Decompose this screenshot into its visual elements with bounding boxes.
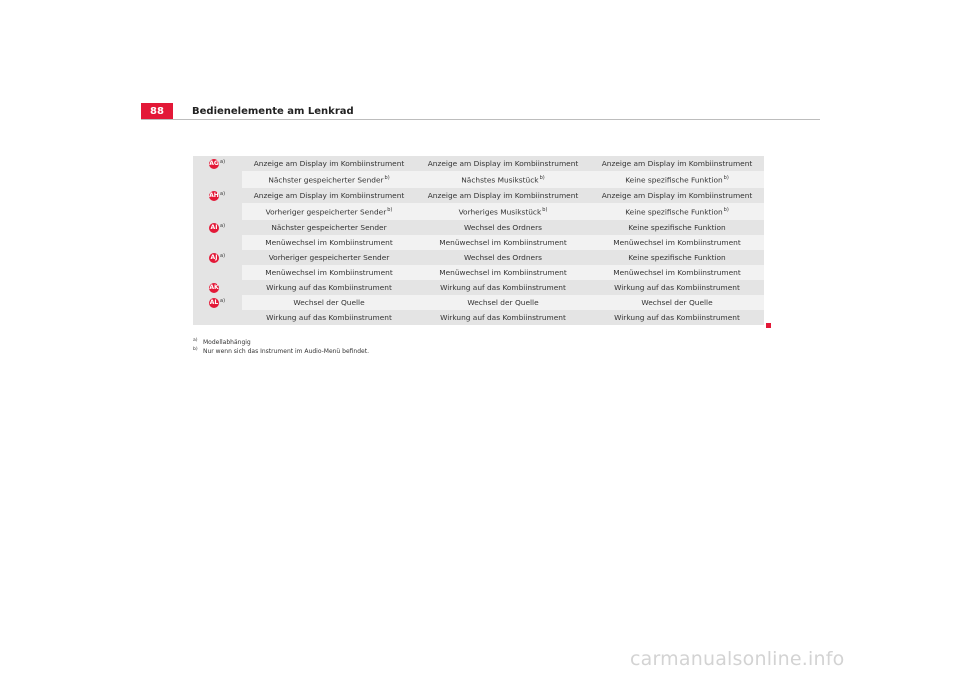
table-row [193,295,764,310]
footnotes [193,338,369,356]
table-cell [416,203,590,220]
table-cell [242,156,416,171]
table-cell [590,171,764,188]
footnote [193,338,369,347]
footnote-ref: a) [220,298,226,304]
footnote-ref: b) [384,174,390,181]
page-title: Bedienelemente am Lenkrad [192,106,354,117]
table-row [193,280,764,295]
cell-text: Wirkung auf das Kombiinstrument [614,283,740,292]
footnote-ref: a) [220,223,226,229]
table-cell [416,220,590,235]
footnote-text: Modellabhängig [203,339,251,346]
table-cell [590,265,764,280]
control-key-cell [193,156,242,188]
cell-text: Keine spezifische Funktion [628,223,726,232]
table-cell [416,310,590,325]
table-cell [416,250,590,265]
cell-text: Wirkung auf das Kombiinstrument [614,313,740,322]
table-cell [242,188,416,203]
cell-text: Menüwechsel im Kombiinstrument [265,268,393,277]
control-key-cell [193,220,242,250]
footnote-ref: b) [542,206,548,213]
table-cell [242,220,416,235]
watermark: carmanualsonline.info [630,648,845,670]
cell-text: Wechsel der Quelle [467,298,539,307]
table-row [193,310,764,325]
table-cell [416,235,590,250]
footnote-mark: a) [193,338,198,343]
table-row [193,188,764,203]
cell-text: Nächster gespeicherter Sender [271,223,387,232]
control-label-badge: AI [210,224,218,232]
cell-text: Anzeige am Display im Kombiinstrument [427,159,579,168]
table-row [193,235,764,250]
cell-text: Wirkung auf das Kombiinstrument [266,313,392,322]
cell-text: Wechsel des Ordners [464,223,542,232]
control-key-cell [193,188,242,220]
table-cell [416,265,590,280]
table-cell [590,250,764,265]
cell-text: Anzeige am Display im Kombiinstrument [427,191,579,200]
footnote-mark: b) [193,347,198,352]
table-cell [590,280,764,295]
cell-text: Menüwechsel im Kombiinstrument [439,268,567,277]
control-key-cell [193,280,242,295]
table-cell [590,203,764,220]
table-cell [590,156,764,171]
table-row [193,171,764,188]
table-cell [590,188,764,203]
cell-text: Wechsel der Quelle [641,298,713,307]
table-cell [416,156,590,171]
cell-text: Vorheriger gespeicherter Sender [265,207,387,217]
cell-text: Menüwechsel im Kombiinstrument [613,268,741,277]
cell-text: Anzeige am Display im Kombiinstrument [601,159,753,168]
footnote-ref: b) [723,206,729,213]
table-cell [590,295,764,310]
control-label-badge: AL [209,299,219,307]
footnote-ref: b) [723,174,729,181]
control-label-badge: AG [209,160,219,168]
cell-text: Wirkung auf das Kombiinstrument [266,283,392,292]
cell-text: Nächster gespeicherter Sender [268,175,384,185]
table-cell [242,203,416,220]
control-label-badge: AH [209,192,219,200]
cell-text: Menüwechsel im Kombiinstrument [265,238,393,247]
table-cell [242,280,416,295]
cell-text: Wirkung auf das Kombiinstrument [440,313,566,322]
cell-text: Wechsel der Quelle [293,298,365,307]
cell-text: Anzeige am Display im Kombiinstrument [253,191,405,200]
cell-text: Vorheriges Musikstück [458,207,542,217]
cell-text: Menüwechsel im Kombiinstrument [613,238,741,247]
footnote-ref: a) [220,159,226,165]
section-end-marker [766,323,771,328]
header-rule [141,119,820,120]
control-key-cell [193,295,242,325]
table-cell [416,171,590,188]
footnote-ref: b) [539,174,545,181]
footnote-ref: b) [387,206,393,213]
control-label-badge: AJ [210,254,218,262]
table-cell [242,265,416,280]
footnote-text: Nur wenn sich das Instrument im Audio-Menü befindet. [203,348,369,355]
cell-text: Anzeige am Display im Kombiinstrument [601,191,753,200]
table-cell [242,250,416,265]
steering-controls-table [193,156,764,325]
table-cell [242,295,416,310]
table-cell [416,280,590,295]
cell-text: Nächstes Musikstück [461,175,539,185]
footnote-ref: a) [220,253,226,259]
table-cell [590,235,764,250]
cell-text: Keine spezifische Funktion [628,253,726,262]
control-key-cell [193,250,242,280]
footnote-ref: a) [220,191,226,197]
table-row [193,220,764,235]
table-cell [416,295,590,310]
table-cell [242,171,416,188]
cell-text: Wirkung auf das Kombiinstrument [440,283,566,292]
table-cell [590,310,764,325]
control-label-badge: AK [209,284,219,291]
cell-text: Anzeige am Display im Kombiinstrument [253,159,405,168]
cell-text: Menüwechsel im Kombiinstrument [439,238,567,247]
table-cell [590,220,764,235]
table-row [193,156,764,171]
footnote [193,347,369,356]
table-row [193,203,764,220]
cell-text: Keine spezifische Funktion [625,175,723,185]
table-row [193,250,764,265]
cell-text: Keine spezifische Funktion [625,207,723,217]
cell-text: Wechsel des Ordners [464,253,542,262]
table-cell [416,188,590,203]
table-cell [242,235,416,250]
cell-text: Vorheriger gespeicherter Sender [268,253,390,262]
page-number: 88 [141,103,173,120]
table-row [193,265,764,280]
table-cell [242,310,416,325]
